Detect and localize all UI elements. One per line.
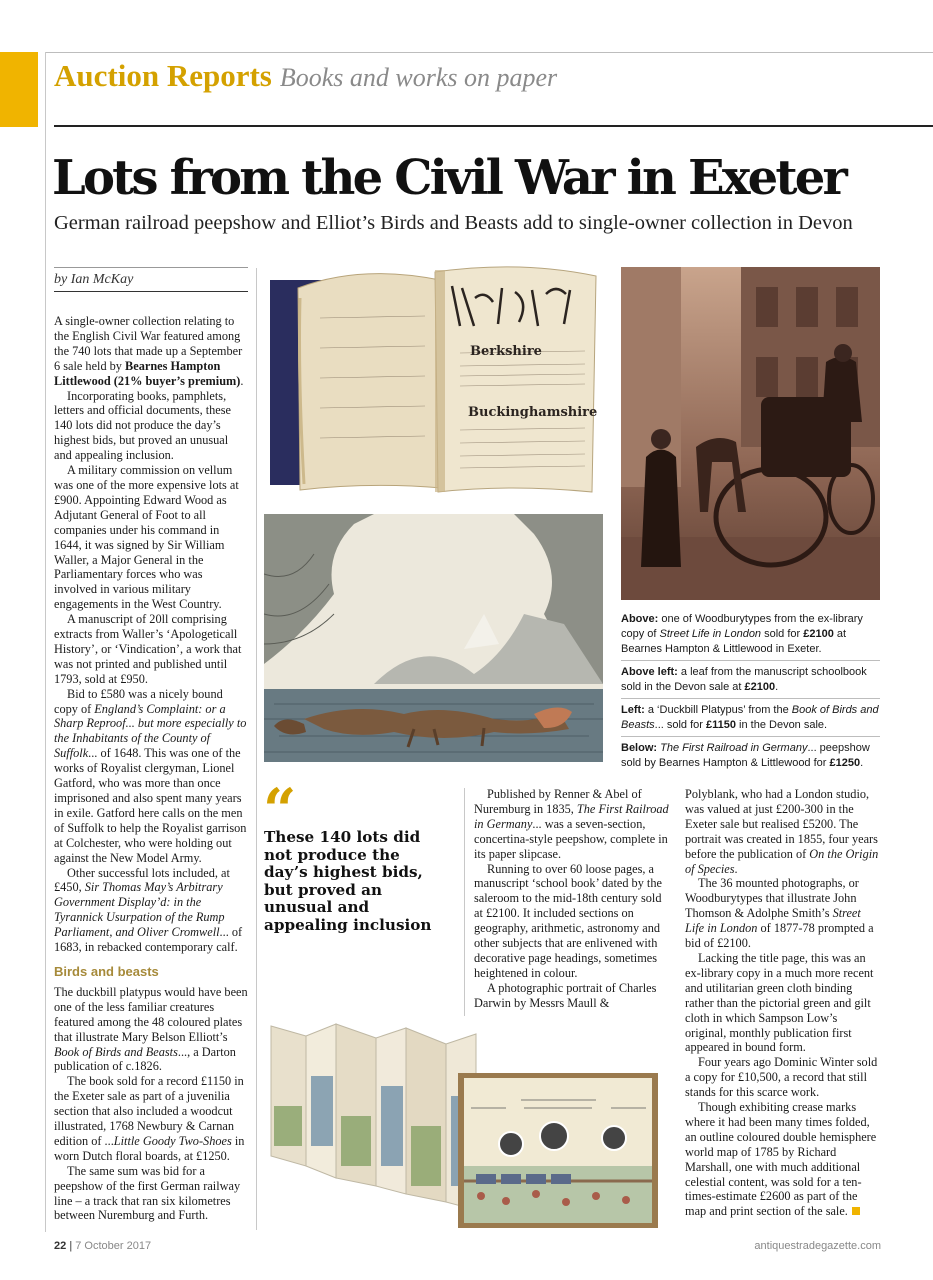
caption-below: Below: The First Railroad in Germany... peepshow sold by Bearnes Hampton & Littlewood for £1250. <box>621 742 870 769</box>
article-headline: Lots from the Civil War in Exeter <box>52 150 845 206</box>
paragraph: Polyblank, who had a London studio, was valued at just £200-300 in the Exeter sale but realised £5200. The portrait was created in 1855, four years before the publication of On the Origin of Species. <box>685 787 879 876</box>
paragraph: A photographic portrait of Charles Darwin by Messrs Maull & <box>474 980 657 1010</box>
railroad-peepshow-image <box>266 1016 666 1230</box>
paragraph: Though exhibiting crease marks where it had been many times folded, an outline coloured double hemisphere world map of 1785 by Richard Marshall, one with much additional celestial content, was sold for a ten-times-estimate £2600 as part of the map and print section of the sale. <box>685 1100 877 1219</box>
paragraph: Incorporating books, pamphlets, letters and official documents, these 140 lots did not produce the day’s highest bids, but proved an unusual and appealing inclusion. <box>54 388 231 463</box>
duckbill-platypus-illustration <box>264 514 603 762</box>
page-left-rule <box>45 52 46 1232</box>
column-divider <box>464 788 465 1018</box>
section-header <box>54 58 557 94</box>
paragraph: A single-owner collection relating to the English Civil War featured among the 740 lots that made up a September 6 sale held by Bearnes Hampton Littlewood (21% buyer’s premium). <box>54 314 244 388</box>
article-column-1 <box>54 314 248 1223</box>
section-title: Auction Reports <box>54 58 272 93</box>
caption-above: Above: one of Woodburytypes from the ex-library copy of Street Life in London sold for £2100 at Bearnes Hampton & Littlewood in Exeter. <box>621 612 880 661</box>
paragraph: Other successful lots included, at £450, Sir Thomas May’s Arbitrary Government Display’d: in the Tyrannick Usurpation of the Rump Parliament, and Oliver Cromwell... of 1683, in rebacked contemporary calf. <box>54 865 243 955</box>
byline: by Ian McKay <box>54 272 134 287</box>
paragraph: The 36 mounted photographs, or Woodburytypes that illustrate John Thomson & Adolphe Smith’s Street Life in London of 1877-78 prompted a bid of £2100. <box>685 876 874 951</box>
article-standfirst: German railroad peepshow and Elliot’s Birds and Beasts add to single-owner collection in Devon <box>54 212 853 234</box>
paragraph: The duckbill platypus would have been one of the less familiar creatures featured among the 48 coloured plates that illustrate Mary Belson Elliott’s Book of Birds and Beasts..., a Darton publication of c.1826. <box>54 984 248 1074</box>
page-footer <box>54 1240 151 1252</box>
duckbill-platypus-image <box>264 514 603 762</box>
site-url[interactable]: antiquestradegazette.com <box>754 1240 881 1252</box>
paragraph: Published by Renner & Abel of Nuremburg in 1835, The First Railroad in Germany... was a seven-section, concertina-style peepshow, complete in its paper slipcase. <box>474 787 669 861</box>
footer-separator: | <box>69 1240 73 1252</box>
manuscript-schoolbook-illustration <box>270 258 600 496</box>
page-number: 22 <box>54 1240 67 1252</box>
street-life-woodburytype-image <box>621 267 880 600</box>
street-life-illustration <box>621 267 880 600</box>
railroad-peepshow-illustration <box>266 1016 666 1230</box>
paragraph: Four years ago Dominic Winter sold a copy for £10,500, a record that still stands for this scarce work. <box>685 1055 878 1100</box>
manuscript-heading-berkshire: Berkshire <box>470 344 542 359</box>
article-column-3 <box>474 787 670 1011</box>
paragraph: Bid to £580 was a nicely bound copy of England’s Complaint: or a Sharp Reproof... but more especially to the Inhabitants of the County of Suffolk... of 1648. This was one of the works of Royalist clergyman, Lionel Gatford, who was more than once imprisoned and also spent many years in exile. Gatford here calls on the men of Suffolk to help the Royalist garrison at Colchester, who were holding out against the New Model Army. <box>54 686 247 865</box>
paragraph: A manuscript of 20ll comprising extracts from Waller’s ‘Apologeticall History’, or ‘Vindication’, a work that was not printed and published until 1793, sold at £950. <box>54 612 242 686</box>
caption-above-left: Above left: a leaf from the manuscript schoolbook sold in the Devon sale at £2100. <box>621 665 880 699</box>
header-bottom-rule <box>54 125 933 127</box>
quote-mark-icon: “ <box>263 776 297 844</box>
paragraph: The same sum was bid for a peepshow of the first German railway line – a track that ran six kilometres between Nuremburg and Furth. <box>54 1163 241 1223</box>
manuscript-schoolbook-image <box>270 258 600 496</box>
byline-rule <box>54 291 248 292</box>
caption-left: Left: a ‘Duckbill Platypus’ from the Book of Birds and Beasts... sold for £1150 in the Devon sale. <box>621 703 880 737</box>
section-color-tab <box>0 52 38 127</box>
issue-date: 7 October 2017 <box>75 1240 152 1252</box>
byline-rule <box>54 267 248 268</box>
manuscript-heading-buckinghamshire: Buckinghamshire <box>468 405 598 420</box>
image-captions <box>621 612 880 778</box>
section-subtitle: Books and works on paper <box>279 63 558 92</box>
paragraph: Lacking the title page, this was an ex-library copy in a much more recent and utilitarian green cloth binding rather than the pictorial green and gilt cloth in which Sampson Low’s original, monthly publication first appeared in bound form. <box>685 950 874 1055</box>
column-divider <box>256 268 257 1230</box>
header-top-rule <box>45 52 933 53</box>
paragraph: A military commission on vellum was one of the more expensive lots at £900. Appointing Edward Wood as Adjutant General of Foot to all companies under his command in 1644, it was signed by Sir William Waller, a Major General in the Parliamentary forces who was involved in various military engagements in the West Country. <box>54 463 239 612</box>
article-column-4 <box>685 787 881 1219</box>
subhead-birds-and-beasts: Birds and beasts <box>54 963 159 979</box>
end-mark-icon <box>852 1207 860 1215</box>
pull-quote: These 140 lots did not produce the day’s highest bids, but proved an unusual and appealing inclusion <box>264 828 432 934</box>
paragraph: The book sold for a record £1150 in the Exeter sale as part of a juvenilia section that also included a woodcut illustrated, 1768 Newbury & Carnan edition of ...Little Goody Two-Shoes in worn Dutch floral boards, at £1250. <box>54 1074 245 1163</box>
paragraph: Running to over 60 loose pages, a manuscript ‘school book’ dated by the saleroom to the mid-18th century sold at £2100. It included sections on geography, arithmetic, astronomy and other subjects that are enlivened with decorative page headings, sometimes heightened in colour. <box>474 861 662 980</box>
